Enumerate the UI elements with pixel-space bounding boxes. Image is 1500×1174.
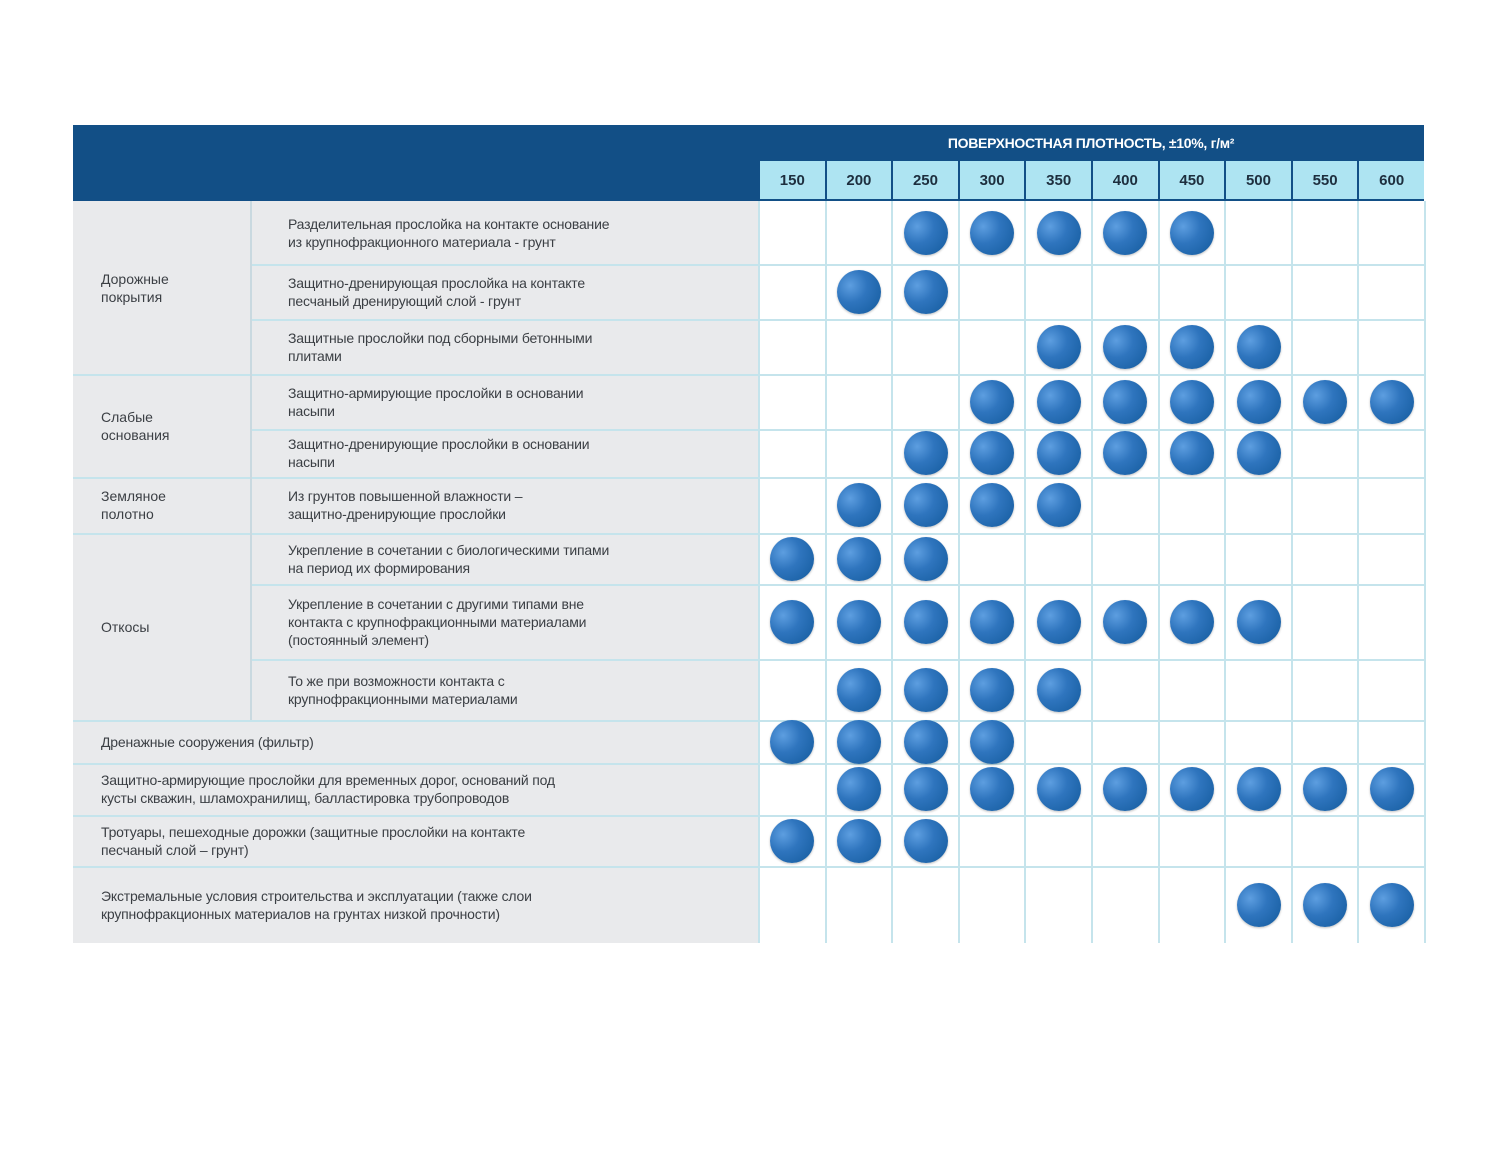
application-text-line: Экстремальные условия строительства и эксплуатации (также слои — [101, 887, 532, 904]
application-text-line: Защитно-дренирующая прослойка на контакте — [288, 274, 585, 291]
applicable-density-dot-500 — [1237, 380, 1281, 424]
applicable-density-dot-150 — [770, 537, 814, 581]
applicable-density-dot-300 — [970, 431, 1014, 475]
group-label-line: Земляное — [101, 488, 166, 504]
application-text-line: кусты скважин, шламохранилищ, балластировка трубопроводов — [101, 790, 510, 806]
application-text — [288, 384, 583, 420]
applicable-density-dot-600 — [1370, 767, 1414, 811]
group-label-line: Слабые — [101, 408, 153, 425]
applicable-density-dot-200 — [837, 668, 881, 712]
application-text-line: Укрепление в сочетании с биологическими типами — [288, 541, 610, 558]
grid-vertical-line — [758, 201, 760, 943]
applicable-density-dot-450 — [1170, 767, 1214, 811]
grid-vertical-line — [825, 201, 827, 943]
grid-vertical-line — [891, 201, 893, 943]
applicable-density-dot-200 — [837, 483, 881, 527]
application-text — [288, 672, 518, 708]
applicable-density-dot-250 — [904, 270, 948, 314]
density-column-550: 550 — [1293, 161, 1358, 199]
application-text-line: Защитно-армирующие прослойки для временных дорог, оснований под — [101, 772, 555, 788]
applicable-density-dot-400 — [1103, 380, 1147, 424]
group-label-line: полотно — [101, 506, 154, 522]
grid-row-line — [73, 374, 1424, 376]
applicable-density-dot-450 — [1170, 211, 1214, 255]
group-divider-line — [250, 477, 252, 533]
applicable-density-dot-300 — [970, 211, 1014, 255]
application-text-line: (постоянный элемент) — [288, 631, 429, 648]
application-text-line: песчаный дренирующий слой - грунт — [288, 292, 521, 309]
application-text — [288, 435, 589, 471]
density-column-250: 250 — [893, 161, 958, 199]
applicable-density-dot-200 — [837, 767, 881, 811]
application-text-line: из крупнофракционного материала - грунт — [288, 233, 556, 250]
applicable-density-dot-250 — [904, 211, 948, 255]
grid-vertical-line — [1158, 201, 1160, 943]
applicable-density-dot-550 — [1303, 380, 1347, 424]
application-text-line: на период их формирования — [288, 559, 470, 576]
grid-vertical-line — [1424, 201, 1426, 943]
application-text-line: То же при возможности контакта с — [288, 672, 505, 689]
application-text-line: Тротуары, пешеходные дорожки (защитные прослойки на контакте — [101, 823, 526, 840]
group-divider-line — [250, 533, 252, 720]
applicable-density-dot-550 — [1303, 883, 1347, 927]
applicable-density-dot-250 — [904, 668, 948, 712]
applicable-density-dot-400 — [1103, 767, 1147, 811]
density-column-500: 500 — [1226, 161, 1291, 199]
grid-row-line — [250, 429, 1424, 431]
application-text — [288, 595, 586, 649]
grid-vertical-line — [1024, 201, 1026, 943]
application-text-line: крупнофракционных материалов на грунтах низкой прочности) — [101, 905, 500, 922]
application-text-line: Защитные прослойки под сборными бетонными — [288, 329, 593, 346]
grid-row-line — [250, 319, 1424, 321]
applicable-density-dot-300 — [970, 483, 1014, 527]
application-text-line: контакта с крупнофракционными материалами — [288, 613, 587, 630]
applicable-density-dot-400 — [1103, 600, 1147, 644]
applicable-density-dot-250 — [904, 483, 948, 527]
group-label — [101, 270, 169, 306]
application-text-line: защитно-дренирующие прослойки — [288, 506, 506, 522]
group-label-line: покрытия — [101, 288, 163, 305]
applicable-density-dot-150 — [770, 819, 814, 863]
applicable-density-dot-250 — [904, 720, 948, 764]
application-text-line: Укрепление в сочетании с другими типами вне — [288, 595, 584, 612]
application-text — [288, 329, 592, 365]
applicable-density-dot-250 — [904, 767, 948, 811]
density-column-350: 350 — [1026, 161, 1091, 199]
grid-row-line — [73, 720, 1424, 722]
grid-vertical-line — [958, 201, 960, 943]
group-divider-line — [250, 374, 252, 477]
application-text-line: Защитно-дренирующие прослойки в основании — [288, 436, 590, 452]
applicable-density-dot-550 — [1303, 767, 1347, 811]
application-text — [101, 733, 314, 751]
application-text-line: плитами — [288, 347, 342, 364]
applicable-density-dot-450 — [1170, 325, 1214, 369]
grid-row-line — [73, 815, 1424, 817]
applicable-density-dot-250 — [904, 819, 948, 863]
grid-vertical-line — [1291, 201, 1293, 943]
applicable-density-dot-200 — [837, 819, 881, 863]
applicable-density-dot-450 — [1170, 380, 1214, 424]
applicable-density-dot-350 — [1037, 431, 1081, 475]
applicable-density-dot-350 — [1037, 767, 1081, 811]
applicable-density-dot-500 — [1237, 767, 1281, 811]
grid-row-line — [250, 264, 1424, 266]
grid-vertical-line — [1224, 201, 1226, 943]
applicable-density-dot-200 — [837, 270, 881, 314]
applicable-density-dot-150 — [770, 600, 814, 644]
grid-vertical-line — [1357, 201, 1359, 943]
group-label — [101, 408, 170, 444]
application-text — [101, 823, 525, 859]
application-text-line: насыпи — [288, 454, 335, 470]
density-column-150: 150 — [760, 161, 825, 199]
applicable-density-dot-350 — [1037, 325, 1081, 369]
grid-row-line — [73, 866, 1424, 868]
application-text — [101, 771, 555, 807]
applicable-density-dot-450 — [1170, 600, 1214, 644]
density-header-title: ПОВЕРХНОСТНАЯ ПЛОТНОСТЬ, ±10%, г/м² — [947, 135, 1235, 151]
group-label-line: основания — [101, 426, 170, 443]
application-text — [288, 487, 522, 523]
applicable-density-dot-500 — [1237, 325, 1281, 369]
density-column-400: 400 — [1093, 161, 1158, 199]
applicable-density-dot-500 — [1237, 883, 1281, 927]
application-text-line: Дренажные сооружения (фильтр) — [101, 733, 314, 750]
density-column-200: 200 — [827, 161, 892, 199]
applications-density-table — [73, 125, 1424, 943]
application-text-line: насыпи — [288, 402, 335, 419]
application-text-line: Разделительная прослойка на контакте основание — [288, 215, 610, 232]
grid-vertical-line — [1091, 201, 1093, 943]
applicable-density-dot-250 — [904, 537, 948, 581]
applicable-density-dot-300 — [970, 380, 1014, 424]
applicable-density-dot-200 — [837, 537, 881, 581]
application-text — [288, 274, 585, 310]
group-label — [101, 487, 166, 523]
application-text-line: песчаный слой – грунт) — [101, 841, 249, 858]
applicable-density-dot-150 — [770, 720, 814, 764]
grid-row-line — [73, 477, 1424, 479]
applicable-density-dot-400 — [1103, 325, 1147, 369]
applicable-density-dot-300 — [970, 600, 1014, 644]
applicable-density-dot-350 — [1037, 668, 1081, 712]
applicable-density-dot-250 — [904, 431, 948, 475]
group-label-line: Дорожные — [101, 270, 169, 287]
application-text-line: Из грунтов повышенной влажности – — [288, 488, 523, 504]
applicable-density-dot-350 — [1037, 380, 1081, 424]
application-text — [288, 215, 609, 251]
group-label-line: Откосы — [101, 618, 150, 635]
applicable-density-dot-350 — [1037, 483, 1081, 527]
applicable-density-dot-400 — [1103, 431, 1147, 475]
applicable-density-dot-200 — [837, 600, 881, 644]
group-divider-line — [250, 201, 252, 374]
applicable-density-dot-500 — [1237, 600, 1281, 644]
application-text-line: крупнофракционными материалами — [288, 690, 518, 707]
applicable-density-dot-600 — [1370, 380, 1414, 424]
applicable-density-dot-500 — [1237, 431, 1281, 475]
grid-row-line — [73, 533, 1424, 535]
density-column-300: 300 — [960, 161, 1025, 199]
density-column-600: 600 — [1359, 161, 1424, 199]
applicable-density-dot-600 — [1370, 883, 1414, 927]
applicable-density-dot-450 — [1170, 431, 1214, 475]
application-text — [288, 541, 609, 577]
applicable-density-dot-300 — [970, 767, 1014, 811]
grid-row-line — [250, 584, 1424, 586]
grid-row-line — [250, 659, 1424, 661]
applicable-density-dot-350 — [1037, 211, 1081, 255]
applicable-density-dot-400 — [1103, 211, 1147, 255]
applicable-density-dot-350 — [1037, 600, 1081, 644]
applicable-density-dot-300 — [970, 668, 1014, 712]
group-label — [101, 618, 149, 636]
application-text-line: Защитно-армирующие прослойки в основании — [288, 384, 584, 401]
applicable-density-dot-200 — [837, 720, 881, 764]
density-column-450: 450 — [1160, 161, 1225, 199]
grid-row-line — [73, 763, 1424, 765]
applicable-density-dot-300 — [970, 720, 1014, 764]
applicable-density-dot-250 — [904, 600, 948, 644]
application-text — [101, 887, 532, 923]
